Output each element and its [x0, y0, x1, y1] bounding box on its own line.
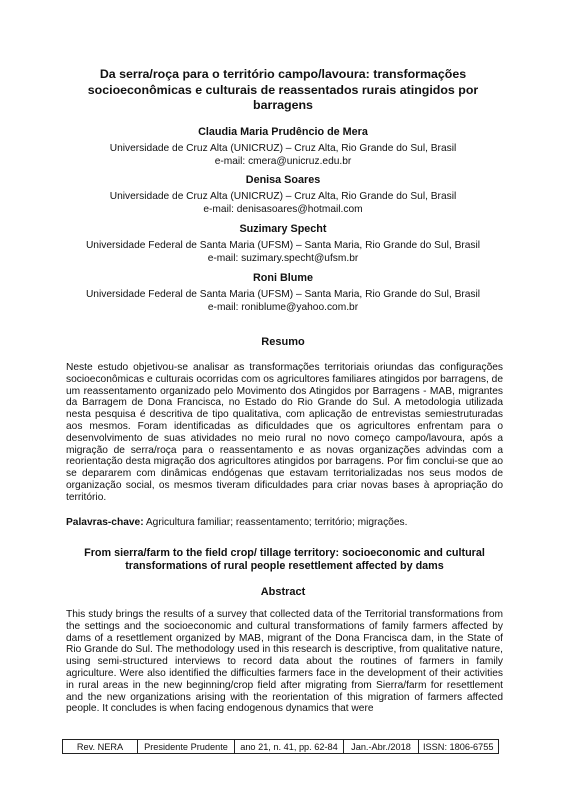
english-title-line: From sierra/farm to the field crop/ tillage territory: socioeconomic and cultural — [84, 547, 485, 559]
resumo-heading: Resumo — [261, 336, 305, 348]
title-line: Da serra/roça para o território campo/lavoura: transformações — [99, 67, 467, 81]
author-email: e-mail: denisasoares@hotmail.com — [203, 203, 363, 215]
footer-date: Jan.-Abr./2018 — [344, 740, 419, 754]
footer-issn: ISSN: 1806-6755 — [419, 740, 499, 754]
abstract-heading: Abstract — [260, 586, 306, 598]
author-name: Roni Blume — [253, 272, 313, 284]
author-affiliation: Universidade Federal de Santa Maria (UFSM) – Santa Maria, Rio Grande do Sul, Brasil — [85, 240, 481, 251]
keywords-label: Palavras-chave: — [66, 517, 144, 528]
footer-volume: ano 21, n. 41, pp. 62-84 — [235, 740, 344, 754]
footer-row — [63, 740, 499, 754]
title-line: barragens — [253, 98, 313, 113]
resumo-text: Neste estudo objetivou-se analisar as transformações territoriais oriundas das configurações socioeconômicas e culturais ocorridas com os agricultores familiares atingidos por barragens, de um reassentamento organizado pelo Movimento dos Atingidos por Barragens - MAB, migrantes da Barragem de Dona Francisca, no Estado do Rio Grande do Sul. A metodologia utilizada nesta pesquisa é descritiva de tipo qualitativa, com aplicação de entrevistas semiestruturadas aos mesmos. Foram identificadas as dificuldades que os agricultores enfrentam para o desenvolvimento de suas atividades no meio rural no novo começo campo/lavoura, após a migração de serra/roça para o reassentamento e as novas organizações advindas com a reorientação desta migração dos agricultores atingidos por barragens. Por fim conclui-se que ao se depararem com dinâmicas endógenas que estavam territorializadas nos seus modos de organização social, os mesmos tiveram dificuldades para criar novas bases à apropriação do território. — [66, 362, 503, 503]
footer-journal: Rev. NERA — [63, 740, 138, 754]
author-name: Suzimary Specht — [239, 223, 327, 235]
title-line: socioeconômicas e culturais de reassentados rurais atingidos por — [87, 82, 479, 97]
abstract-text: This study brings the results of a survey that collected data of the Territorial transformations from the settings and the socioeconomic and cultural transformations of family farmers affected by dams of a resettlement organized by MAB, migrant of the Dona Francisca dam, in the State of Rio Grande do Sul. The methodology used in this research is descriptive, from qualitative nature, using semi-structured interviews to record data about the routines of farmers in family agriculture. Were also identified the difficulties farmers face in the development of their activities in rural areas in the new beginning/crop field after migrating from Sierra/farm for resettlement and the new organizations arising with the reorientation of this migration of farmers affected people. It concludes is when facing endogenous dynamics that were — [66, 609, 503, 715]
footer-city: Presidente Prudente — [138, 740, 235, 754]
english-title-line: transformations of rural people resettlement affected by dams — [125, 560, 444, 573]
paper-title — [70, 67, 496, 114]
author-block — [60, 174, 506, 217]
keywords-value: Agricultura familiar; reassentamento; território; migrações. — [143, 517, 408, 528]
keywords — [66, 517, 503, 528]
english-title — [66, 547, 503, 574]
author-name: Claudia Maria Prudêncio de Mera — [198, 126, 368, 138]
author-block — [60, 126, 506, 169]
author-affiliation: Universidade de Cruz Alta (UNICRUZ) – Cruz Alta, Rio Grande do Sul, Brasil — [109, 191, 457, 202]
author-affiliation: Universidade de Cruz Alta (UNICRUZ) – Cruz Alta, Rio Grande do Sul, Brasil — [109, 143, 457, 154]
author-name: Denisa Soares — [245, 174, 321, 186]
author-block — [60, 223, 506, 266]
footer-citation-table — [62, 739, 499, 754]
author-affiliation: Universidade Federal de Santa Maria (UFSM) – Santa Maria, Rio Grande do Sul, Brasil — [85, 289, 481, 300]
author-email: e-mail: cmera@unicruz.edu.br — [214, 155, 352, 167]
author-block — [60, 272, 506, 315]
author-email: e-mail: suzimary.specht@ufsm.br — [207, 252, 359, 264]
author-email: e-mail: roniblume@yahoo.com.br — [207, 301, 359, 313]
